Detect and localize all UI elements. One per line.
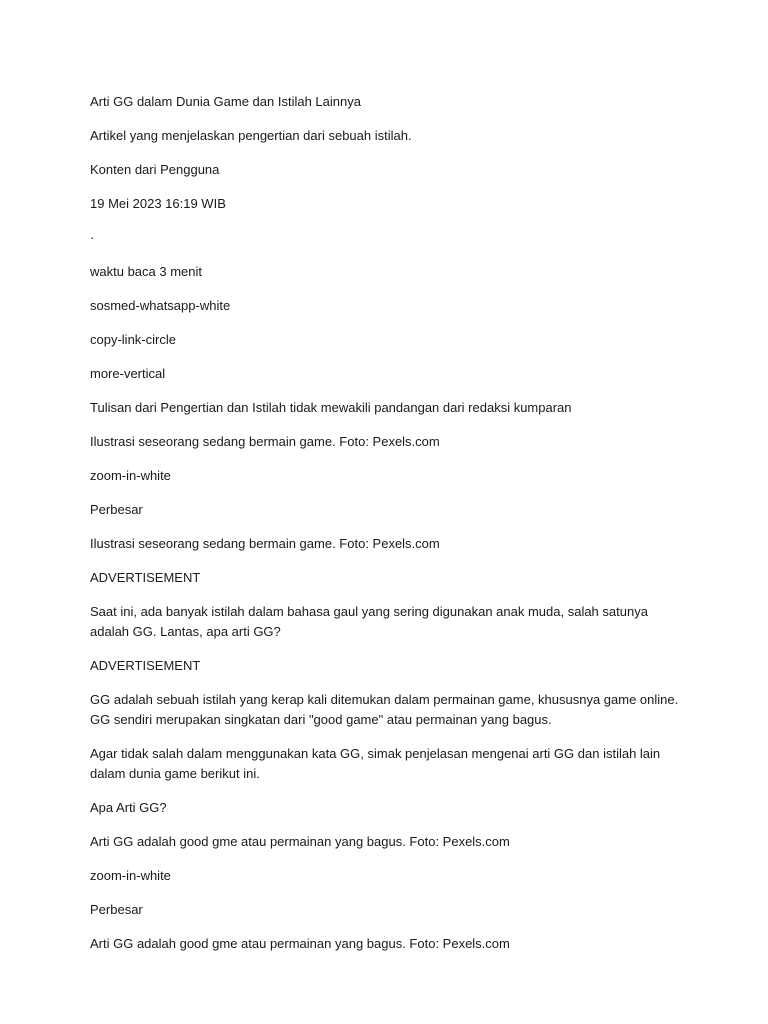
publish-date: 19 Mei 2023 16:19 WIB [90,196,226,211]
zoom-button[interactable]: Perbesar [90,902,143,917]
disclaimer: Tulisan dari Pengertian dan Istilah tidak mewakili pandangan dari redaksi kumparan [90,400,572,415]
paragraph: Agar tidak salah dalam menggunakan kata GG, simak penjelasan mengenai arti GG dan istilah lain dalam dunia game berikut ini. [90,746,661,781]
more-vertical-icon[interactable]: more-vertical [90,366,166,381]
article-title: Arti GG dalam Dunia Game dan Istilah Lainnya [90,94,361,109]
image1-caption: Ilustrasi seseorang sedang bermain game. Foto: Pexels.com [90,536,440,551]
advertisement-label: ADVERTISEMENT [90,570,201,585]
content-source: Konten dari Pengguna [90,162,220,177]
paragraph: GG adalah sebuah istilah yang kerap kali ditemukan dalam permainan game, khususnya game online. GG sendiri merupakan singkatan dari "good game" atau permainan yang bagus. [90,692,679,727]
image1-caption-top: Ilustrasi seseorang sedang bermain game. Foto: Pexels.com [90,434,440,449]
zoom-in-icon[interactable]: zoom-in-white [90,468,171,483]
article-subtitle: Artikel yang menjelaskan pengertian dari sebuah istilah. [90,128,412,143]
section-heading: Apa Arti GG? [90,800,167,815]
image2-caption-top: Arti GG adalah good gme atau permainan yang bagus. Foto: Pexels.com [90,834,510,849]
article-body [90,92,690,968]
copy-link-icon[interactable]: copy-link-circle [90,332,176,347]
zoom-in-icon[interactable]: zoom-in-white [90,868,171,883]
meta-separator: · [90,230,95,245]
zoom-button[interactable]: Perbesar [90,502,143,517]
read-time: waktu baca 3 menit [90,264,203,279]
advertisement-label: ADVERTISEMENT [90,658,201,673]
image2-caption: Arti GG adalah good gme atau permainan yang bagus. Foto: Pexels.com [90,936,510,951]
paragraph: Saat ini, ada banyak istilah dalam bahasa gaul yang sering digunakan anak muda, salah satunya adalah GG. Lantas, apa arti GG? [90,604,648,639]
whatsapp-share-icon[interactable]: sosmed-whatsapp-white [90,298,231,313]
